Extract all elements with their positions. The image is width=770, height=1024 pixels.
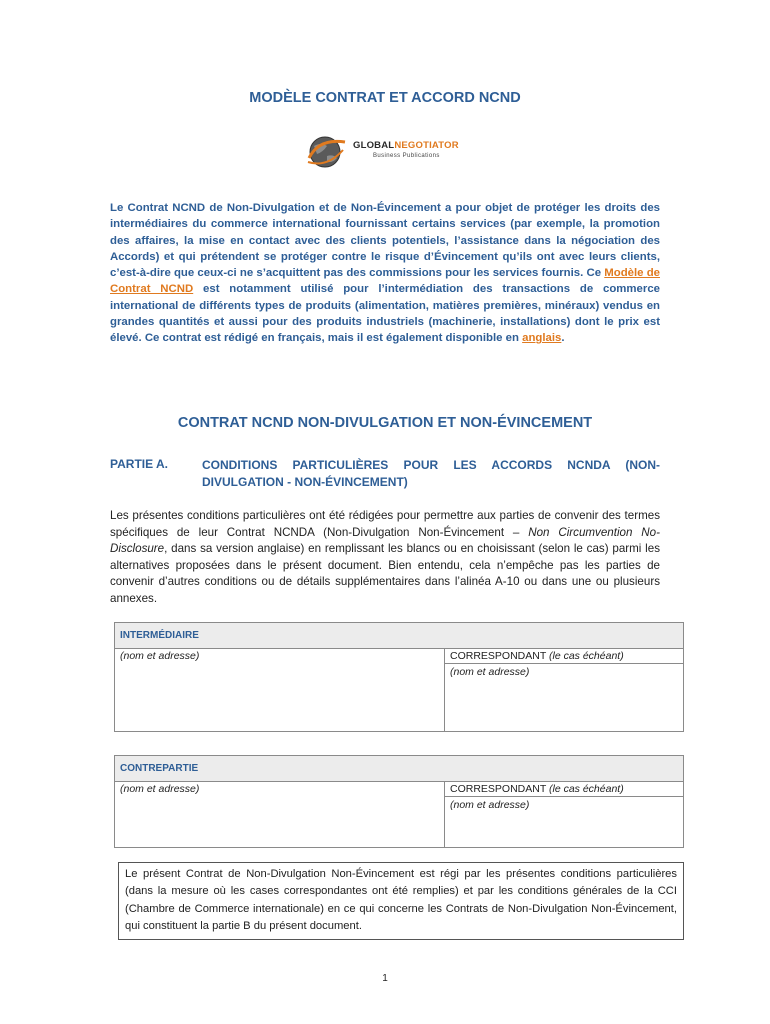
intermediaire-divider bbox=[445, 663, 683, 664]
english-version-link[interactable]: anglais bbox=[522, 332, 562, 345]
contrepartie-box bbox=[114, 755, 684, 848]
logo-brand-prefix: GLOBAL bbox=[353, 140, 395, 151]
partie-title: CONDITIONS PARTICULIÈRES POUR LES ACCORDS NCNDA (NON-DIVULGATION - NON-ÉVINCEMENT) bbox=[202, 458, 660, 489]
intro-text-1: Le Contrat NCND de Non-Divulgation et de Non-Évincement a pour objet de protéger les droits des intermédiaires du commerce international fournissant certains services (par exemple, la promotion des affaires, la mise en contact avec des clients potentiels, l’assistance dans la négociation des Accords) et qui prétendent se protéger contre le risque d’Évincement qu’ils ont avec leurs clients, c’est-à-dire que ceux-ci ne s’acquittent pas des commissions pour les services fournis. Ce bbox=[110, 202, 660, 280]
intro-paragraph bbox=[110, 200, 660, 347]
conditions-paragraph bbox=[110, 508, 660, 608]
section-title: CONTRAT NCND NON-DIVULGATION ET NON-ÉVINCEMENT bbox=[177, 415, 593, 431]
contrepartie-correspondant-cell bbox=[444, 782, 683, 847]
intermediaire-body bbox=[115, 649, 683, 731]
intermediaire-correspondant-address-field[interactable]: (nom et adresse) bbox=[450, 666, 530, 678]
globalnegotiator-logo bbox=[305, 132, 480, 172]
intermediaire-correspondant-note: (le cas échéant) bbox=[549, 650, 624, 662]
contrepartie-correspondant-address-field[interactable]: (nom et adresse) bbox=[450, 799, 530, 811]
globe-logo-icon bbox=[305, 132, 349, 172]
page-number: 1 bbox=[382, 973, 388, 984]
intro-text-3: . bbox=[561, 332, 565, 345]
contrepartie-correspondant-text: CORRESPONDANT bbox=[450, 783, 549, 795]
body-text-2: , dans sa version anglaise) en remplissant les blancs ou en choisissant (selon le cas) parmi les alternatives proposées dans le présent document. Bien entendu, cela n’empêche pas les parties de convenir d’autres conditions ou de détails supplémentaires dans l’alinéa A-10 ou dans une ou plusieurs annexes. bbox=[110, 542, 660, 605]
body-italic-term: Non Circumvention No-Disclosure bbox=[110, 525, 660, 556]
intermediaire-box bbox=[114, 622, 684, 732]
contrepartie-correspondant-label bbox=[450, 783, 624, 795]
intermediaire-correspondant-label bbox=[450, 650, 624, 662]
contrepartie-divider bbox=[445, 796, 683, 797]
contrepartie-heading: CONTREPARTIE bbox=[115, 756, 683, 782]
contrepartie-correspondant-note: (le cas échéant) bbox=[549, 783, 624, 795]
contrepartie-name-address-field[interactable]: (nom et adresse) bbox=[120, 783, 200, 795]
body-text-1: Les présentes conditions particulières ont été rédigées pour permettre aux parties de convenir des termes spécifiques de leur Contrat NCNDA (Non-Divulgation Non-Évincement – bbox=[110, 509, 660, 539]
intermediaire-correspondant-text: CORRESPONDANT bbox=[450, 650, 549, 662]
partie-label: PARTIE A. bbox=[110, 457, 169, 471]
logo-brand-text bbox=[353, 140, 459, 151]
logo-subtitle: Business Publications bbox=[373, 153, 440, 159]
logo-brand-suffix: NEGOTIATOR bbox=[394, 140, 459, 151]
model-contract-link[interactable]: Modèle de Contrat NCND bbox=[110, 267, 660, 296]
governing-terms-box: Le présent Contrat de Non-Divulgation Non-Évincement est régi par les présentes conditions particulières (dans la mesure où les cases correspondantes ont été remplies) et par les conditions générales de la CCI (Chambre de Commerce internationale) en ce qui concerne les Contrats de Non-Divulgation Non-Évincement, qui constituent la partie B du présent document. bbox=[118, 862, 684, 940]
intermediaire-heading: INTERMÉDIAIRE bbox=[115, 623, 683, 649]
contrepartie-body bbox=[115, 782, 683, 847]
document-title: MODÈLE CONTRAT ET ACCORD NCND bbox=[249, 90, 521, 106]
intermediaire-name-address-field[interactable]: (nom et adresse) bbox=[120, 650, 200, 662]
intro-text-2: est notamment utilisé pour l’intermédiation des transactions de commerce international de différents types de produits (alimentation, matières premières, minéraux) vendus en grandes quantités et aussi pour des produits industriels (machinerie, installations) dont le prix est élevé. Ce contrat est rédigé en français, mais il est également disponible en bbox=[110, 283, 660, 345]
intermediaire-correspondant-cell bbox=[444, 649, 683, 731]
